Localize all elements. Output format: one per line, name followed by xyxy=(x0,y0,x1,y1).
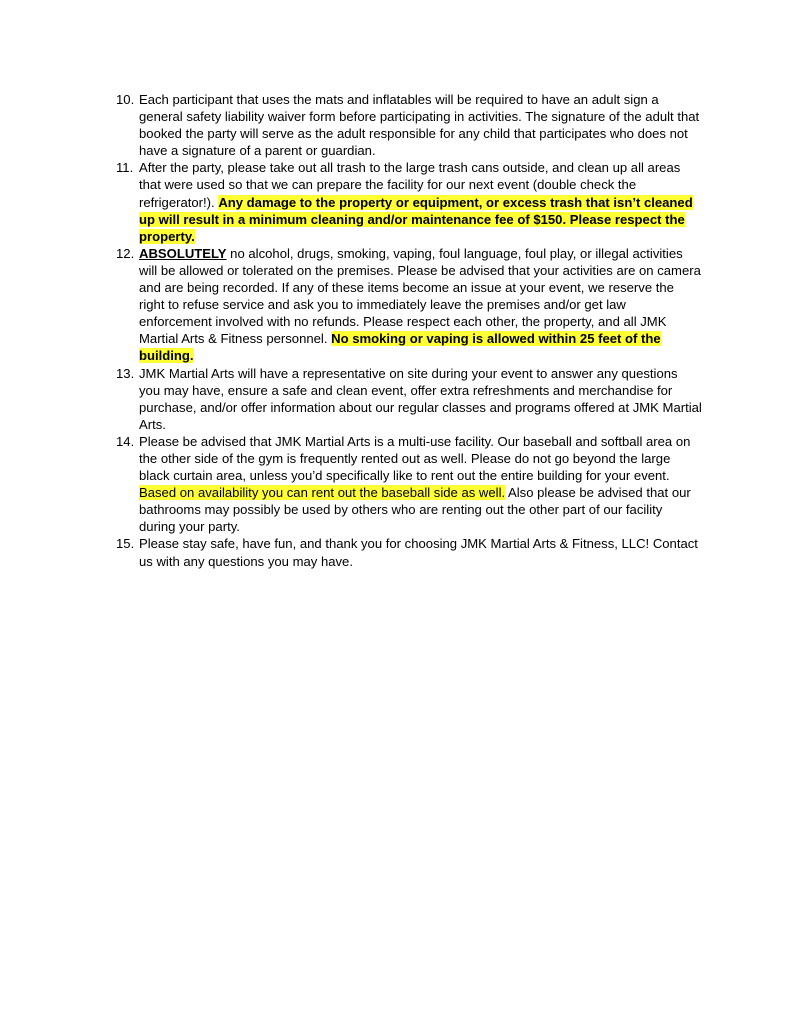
rule-number: 14. xyxy=(116,433,135,449)
rule-number: 15. xyxy=(116,536,135,552)
rule-text xyxy=(139,159,702,244)
no-smoking-highlight: No smoking or vaping is allowed within 25 feet of the building. xyxy=(139,331,661,364)
rule-text-part: Also please be advised that our bathrooms may possibly be used by others who are renting out the other part of our facility during your party. xyxy=(139,485,691,535)
absolutely-emphasis: ABSOLUTELY xyxy=(139,245,227,261)
rule-text xyxy=(139,535,702,569)
rule-text-part: Please be advised that JMK Martial Arts is a multi-use facility. Our baseball and softball area on the other side of the gym is frequently rented out as well. Please do not go beyond the large black curtain area, unless you’d specifically like to rent out the entire building for your event. xyxy=(139,433,691,484)
rule-text-part: Each participant that uses the mats and inflatables will be required to have an adult sign a general safety liability waiver form before participating in activities. The signature of the adult that booked the party will serve as the adult responsible for any child that participates who does not have a signature of a parent or guardian. xyxy=(139,92,700,159)
rule-number: 12. xyxy=(116,245,135,261)
rule-text-part: After the party, please take out all trash to the large trash cans outside, and clean up all areas that were used so that we can prepare the facility for our next event (double check the refrigerator!). xyxy=(139,160,681,210)
rule-text xyxy=(139,365,702,433)
rule-item-13 xyxy=(116,365,702,433)
rule-item-12 xyxy=(116,245,702,365)
rule-item-14 xyxy=(116,433,702,536)
rule-item-11 xyxy=(116,159,702,244)
party-rules-list xyxy=(116,91,702,570)
damage-fee-highlight: Any damage to the property or equipment, or excess trash that isn’t cleaned up will result in a minimum cleaning and/or maintenance fee of $150. Please respect the property. xyxy=(139,194,693,244)
rule-item-15 xyxy=(116,535,702,569)
rule-text xyxy=(139,245,702,365)
rule-text-part: JMK Martial Arts will have a representative on site during your event to answer any questions you may have, ensure a safe and clean event, offer extra refreshments and merchandise for purchase, and/or offer information about our regular classes and programs offered at JMK Martial Arts. xyxy=(139,365,702,432)
rule-text-part: Please stay safe, have fun, and thank you for choosing JMK Martial Arts & Fitness, LLC! Contact us with any questions you may have. xyxy=(139,536,698,569)
rule-number: 11. xyxy=(116,160,134,176)
rule-text-part: no alcohol, drugs, smoking, vaping, foul language, foul play, or illegal activities will be allowed or tolerated on the premises. Please be advised that your activities are on camera and are being recorded. If any of these items become an issue at your event, we reserve the right to refuse service and ask you to immediately leave the premises and/or get law enforcement involved with no refunds. Please respect each other, the property, and all JMK Martial Arts & Fitness personnel. xyxy=(139,245,701,347)
rule-number: 10. xyxy=(116,92,135,107)
rule-item-10 xyxy=(116,91,702,159)
rule-text xyxy=(139,433,702,536)
rule-text xyxy=(139,91,702,159)
rule-number: 13. xyxy=(116,365,135,381)
baseball-side-highlight: Based on availability you can rent out the baseball side as well. xyxy=(139,485,506,501)
